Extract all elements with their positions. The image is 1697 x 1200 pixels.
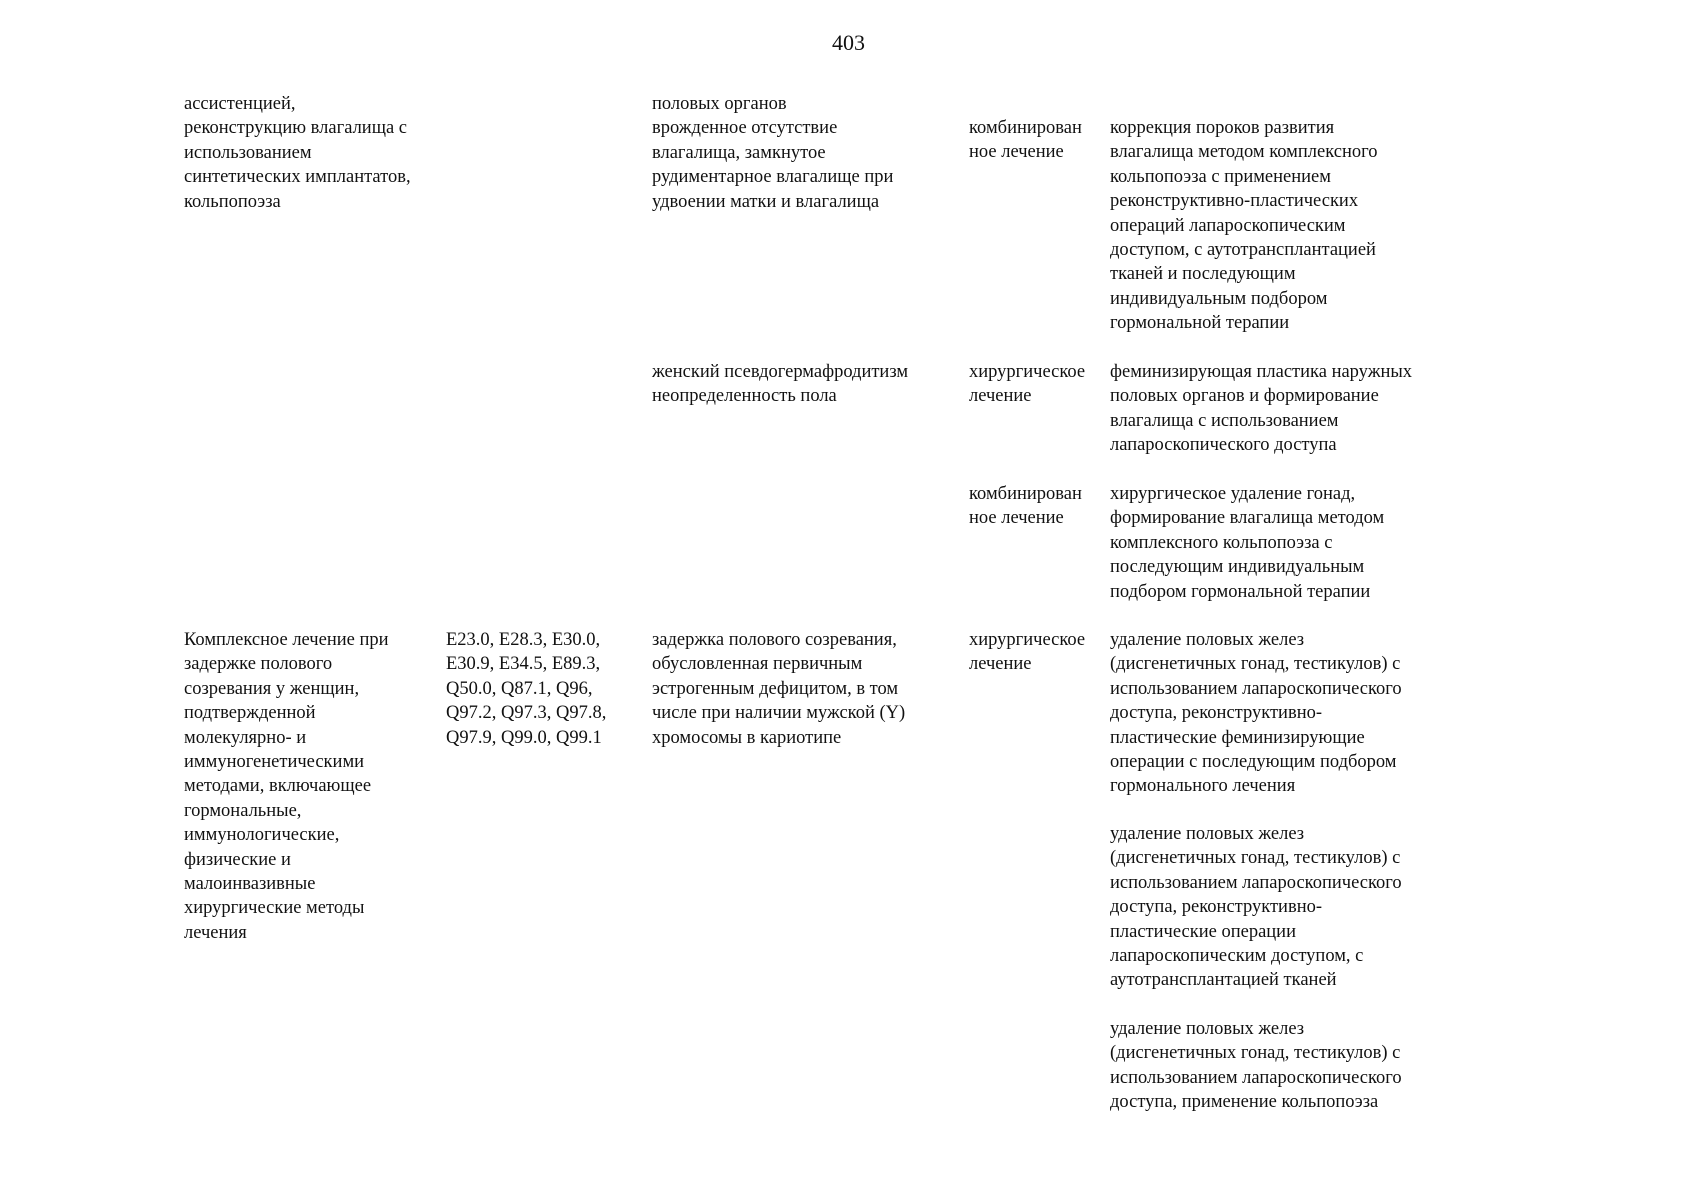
row1-name-cell: ассистенцией, реконструкцию влагалища с использованием синтетических имплантатов, кольпопоэза <box>184 94 411 212</box>
row1-model-cell: половых органов врожденное отсутствие влагалища, замкнутое рудиментарное влагалище при удвоении матки и влагалища <box>652 94 894 212</box>
row3-method-cell: хирургическое удаление гонад, формирование влагалища методом комплексного кольпопоэза с последующим индивидуальным подбором гормональной терапии <box>1110 484 1385 602</box>
row4-method-cell-3: удаление половых желез (дисгенетичных гонад, тестикулов) с использованием лапароскопического доступа, применение кольпопоэза <box>1110 1019 1402 1113</box>
row2-treatment-type-cell: хирургическое лечение <box>969 362 1086 407</box>
page-number: 403 <box>832 30 865 55</box>
row3-treatment-type-cell: комбинирован ное лечение <box>969 484 1082 529</box>
row1-method-cell: коррекция пороков развития влагалища методом комплексного кольпопоэза с применением реконструктивно-пластических операций лапароскопическим доступом, с аутотрансплантацией тканей и последующим индивидуальным подбором гормональной терапии <box>1110 118 1378 334</box>
row4-codes-cell: E23.0, E28.3, E30.0, E30.9, E34.5, E89.3, Q50.0, Q87.1, Q96, Q97.2, Q97.3, Q97.8, Q97.9, Q99.0, Q99.1 <box>446 630 607 748</box>
row4-method-cell-1: удаление половых желез (дисгенетичных гонад, тестикулов) с использованием лапароскопического доступа, реконструктивно- пластические феминизирующие операции с последующим подбором гормонального лечения <box>1110 630 1402 797</box>
row2-model-cell: женский псевдогермафродитизм неопределенность пола <box>652 362 909 407</box>
row4-treatment-type-cell: хирургическое лечение <box>969 630 1086 675</box>
row2-method-cell: феминизирующая пластика наружных половых органов и формирование влагалища с использованием лапароскопического доступа <box>1110 362 1413 456</box>
row4-model-cell: задержка полового созревания, обусловленная первичным эстрогенным дефицитом, в том числе при наличии мужской (Y) хромосомы в кариотипе <box>652 630 906 748</box>
row4-method-cell-2: удаление половых желез (дисгенетичных гонад, тестикулов) с использованием лапароскопического доступа, реконструктивно- пластические операции лапароскопическим доступом, с аутотрансплантацией тканей <box>1110 824 1402 991</box>
row1-treatment-type-cell: комбинирован ное лечение <box>969 118 1082 163</box>
row4-name-cell: Комплексное лечение при задержке полового созревания у женщин, подтвержденной молекулярно- и иммуногенетическими методами, включающее гормональные, иммунологические, физические и малоинвазивные хирургические методы лечения <box>184 630 389 943</box>
